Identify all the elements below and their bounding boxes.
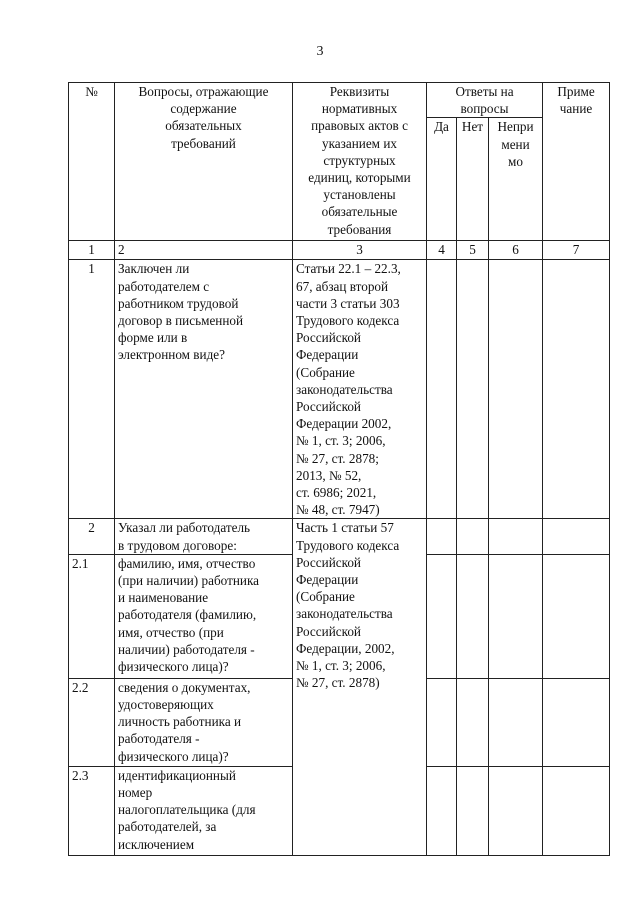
row-question: Заключен ли работодателем с работником трудовой договор в письменной форме или в электронном виде? bbox=[115, 260, 293, 519]
answer-not-applicable-cell bbox=[489, 554, 543, 678]
column-number-5: 5 bbox=[457, 241, 489, 260]
answer-not-applicable-cell bbox=[489, 678, 543, 766]
table-row bbox=[69, 519, 610, 554]
note-cell bbox=[543, 678, 610, 766]
row-question: идентификационный номер налогоплательщика (для работодателей, за исключением bbox=[115, 766, 293, 855]
answer-yes-cell bbox=[427, 554, 457, 678]
column-number-4: 4 bbox=[427, 241, 457, 260]
page-number: 3 bbox=[316, 44, 324, 59]
row-number: 2.1 bbox=[69, 554, 115, 678]
answer-no-cell bbox=[457, 554, 489, 678]
note-cell bbox=[543, 260, 610, 519]
column-number-7: 7 bbox=[543, 241, 610, 260]
note-cell bbox=[543, 766, 610, 855]
header-requisites: Реквизиты нормативных правовых актов с указанием их структурных единиц, которыми установлены обязательные требования bbox=[293, 83, 427, 241]
answer-not-applicable-cell bbox=[489, 519, 543, 554]
column-number-3: 3 bbox=[293, 241, 427, 260]
header-note: Приме чание bbox=[543, 83, 610, 241]
column-number-row bbox=[69, 241, 610, 260]
answer-not-applicable-cell bbox=[489, 766, 543, 855]
header-row-1 bbox=[69, 83, 610, 118]
answer-yes-cell bbox=[427, 519, 457, 554]
column-number-1: 1 bbox=[69, 241, 115, 260]
answer-no-cell bbox=[457, 766, 489, 855]
row-number: 1 bbox=[69, 260, 115, 519]
header-not-applicable: Непри мени мо bbox=[489, 118, 543, 241]
answer-yes-cell bbox=[427, 678, 457, 766]
column-number-2: 2 bbox=[115, 241, 293, 260]
row-number: 2.3 bbox=[69, 766, 115, 855]
row-question: фамилию, имя, отчество (при наличии) работника и наименование работодателя (фамилию, имя, отчество (при наличии) работодателя - физического лица)? bbox=[115, 554, 293, 678]
header-questions: Вопросы, отражающие содержание обязательных требований bbox=[115, 83, 293, 241]
row-number: 2.2 bbox=[69, 678, 115, 766]
column-number-6: 6 bbox=[489, 241, 543, 260]
answer-yes-cell bbox=[427, 766, 457, 855]
header-yes: Да bbox=[427, 118, 457, 241]
table-row bbox=[69, 260, 610, 519]
answer-no-cell bbox=[457, 519, 489, 554]
header-number: № bbox=[69, 83, 115, 241]
answer-yes-cell bbox=[427, 260, 457, 519]
row-question: сведения о документах, удостоверяющих личность работника и работодателя - физического лица)? bbox=[115, 678, 293, 766]
answer-not-applicable-cell bbox=[489, 260, 543, 519]
header-no-answer: Нет bbox=[457, 118, 489, 241]
note-cell bbox=[543, 519, 610, 554]
row-requisites: Статьи 22.1 – 22.3, 67, абзац второй части 3 статьи 303 Трудового кодекса Российской Федерации (Собрание законодательства Российской Федерации 2002, № 1, ст. 3; 2006, № 27, ст. 2878; 2013, № 52, ст. 6986; 2021, № 48, ст. 7947) bbox=[293, 260, 427, 519]
note-cell bbox=[543, 554, 610, 678]
answer-no-cell bbox=[457, 678, 489, 766]
header-answers: Ответы на вопросы bbox=[427, 83, 543, 118]
requirements-table bbox=[68, 82, 610, 856]
row-question: Указал ли работодатель в трудовом договоре: bbox=[115, 519, 293, 554]
answer-no-cell bbox=[457, 260, 489, 519]
row-number: 2 bbox=[69, 519, 115, 554]
row-requisites: Часть 1 статьи 57 Трудового кодекса Российской Федерации (Собрание законодательства Российской Федерации, 2002, № 1, ст. 3; 2006, № 27, ст. 2878) bbox=[293, 519, 427, 855]
